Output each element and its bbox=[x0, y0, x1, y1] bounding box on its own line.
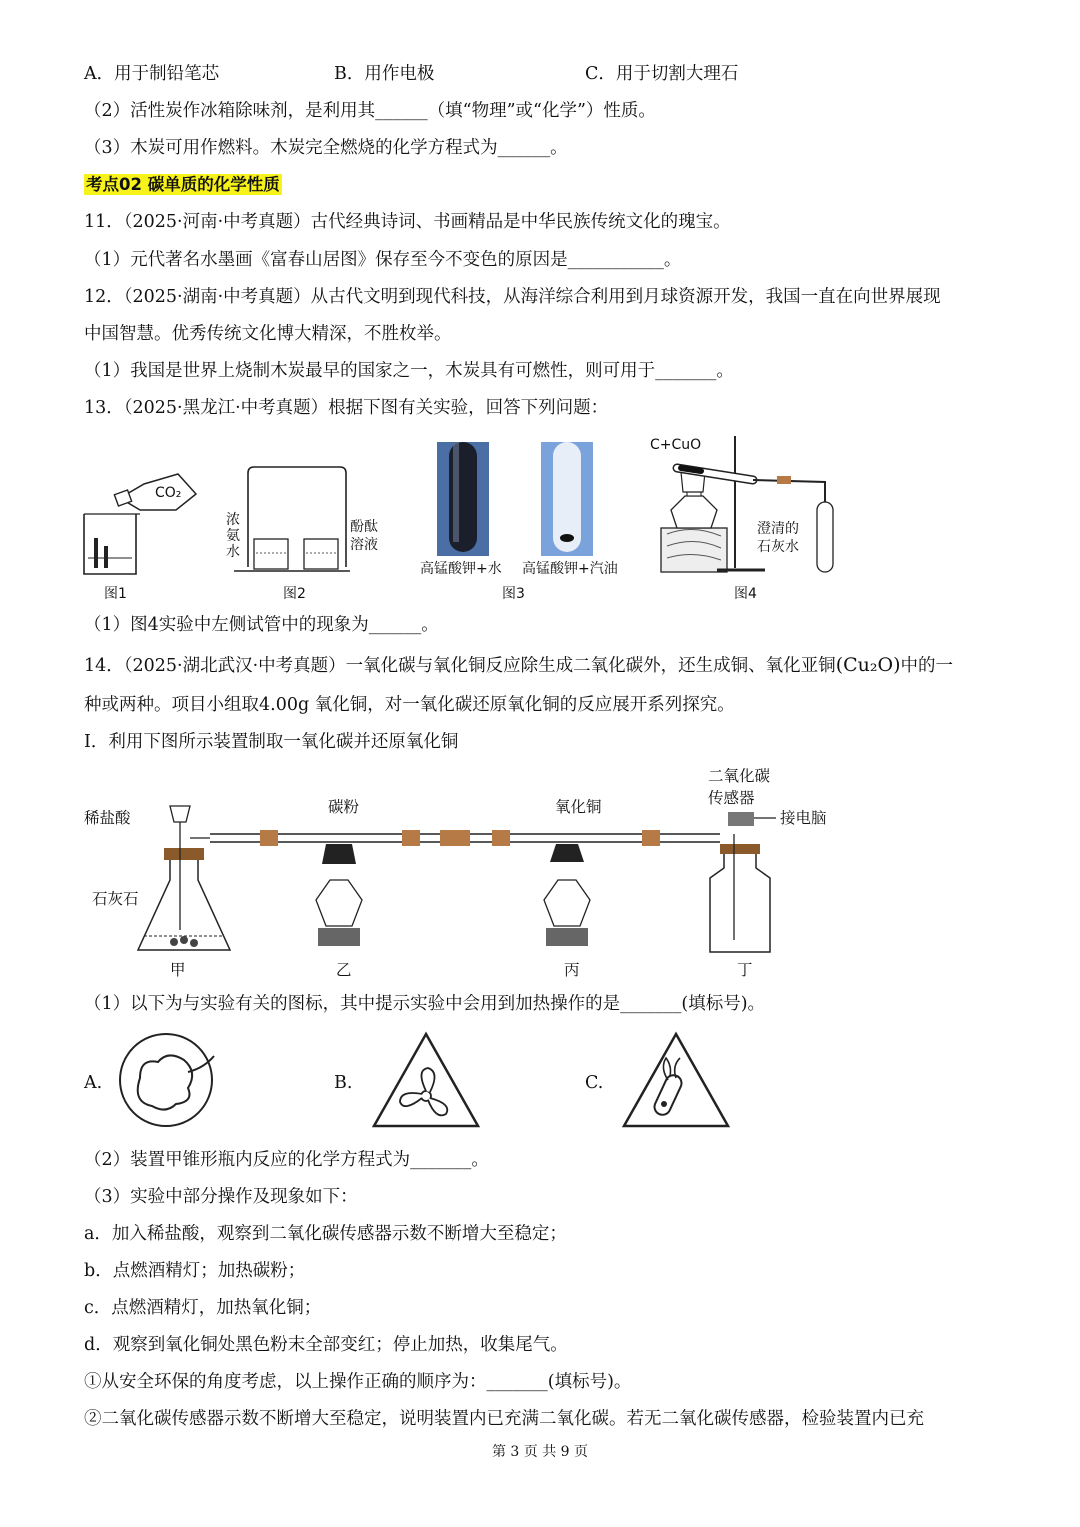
caption-fig4: 图4 bbox=[734, 586, 757, 602]
ammonia-char-2: 氨 bbox=[226, 528, 240, 544]
oven-mitt-icon bbox=[118, 1032, 222, 1128]
q14-part3: （3）实验中部分操作及现象如下： bbox=[84, 1187, 358, 1207]
step-d: d．观察到氧化铜处黑色粉末全部变红；停止加热，收集尾气。 bbox=[84, 1335, 568, 1355]
step-b: b．点燃酒精灯；加热碳粉； bbox=[84, 1261, 306, 1281]
step-a: a．加入稀盐酸，观察到二氧化碳传感器示数不断增大至稳定； bbox=[84, 1224, 567, 1244]
caption-fig1: 图1 bbox=[104, 586, 127, 602]
option-b: B．用作电极 bbox=[334, 64, 435, 84]
acid-label: 稀盐酸 bbox=[84, 809, 131, 827]
fig13-beaker-co2 bbox=[80, 470, 210, 580]
q11-part1: （1）元代著名水墨画《富春山居图》保存至今不变色的原因是___________。 bbox=[84, 250, 682, 270]
q14-stem-line1 bbox=[84, 652, 953, 679]
section-heading bbox=[84, 172, 282, 198]
fan-icon bbox=[370, 1030, 482, 1130]
tube-label-gasoline: 高锰酸钾+汽油 bbox=[522, 561, 618, 577]
q14-stem-text: 14．（2025·湖北武汉·中考真题）一氧化碳与氧化铜反应除生成二氧化碳外，还生成铜、氧化亚铜 bbox=[84, 656, 836, 676]
phenol-label bbox=[350, 518, 378, 554]
sensor-line-1: 二氧化碳 bbox=[708, 767, 771, 785]
limewater-line-1: 澄清的 bbox=[757, 521, 799, 537]
q12-stem-line2: 中国智慧。优秀传统文化博大精深，不胜枚举。 bbox=[84, 324, 452, 344]
q10-part3: （3）木炭可用作燃料。木炭完全燃烧的化学方程式为______。 bbox=[84, 138, 568, 158]
limewater-label bbox=[757, 520, 799, 556]
limewater-line-2: 石灰水 bbox=[757, 539, 799, 555]
step-c: c．点燃酒精灯，加热氧化铜； bbox=[84, 1298, 322, 1318]
caption-fig3: 图3 bbox=[502, 586, 525, 602]
caption-ding: 丁 bbox=[737, 961, 753, 979]
ammonia-label bbox=[226, 512, 240, 560]
fig13-test-tubes bbox=[437, 442, 597, 558]
section-highlight: 考点02 碳单质的化学性质 bbox=[86, 175, 280, 194]
fig14-apparatus bbox=[130, 800, 790, 956]
fig13-reduction-setup bbox=[655, 432, 845, 578]
caption-jia: 甲 bbox=[170, 961, 186, 979]
icon-label-c: C. bbox=[585, 1073, 604, 1093]
q10-part2: （2）活性炭作冰箱除味剂，是利用其______（填“物理”或“化学”）性质。 bbox=[84, 101, 656, 121]
ammonia-char-1: 浓 bbox=[226, 512, 240, 528]
q11-stem: 11．（2025·河南·中考真题）古代经典诗词、书画精品是中华民族传统文化的瑰宝。 bbox=[84, 212, 731, 232]
sensor-line-2: 传感器 bbox=[708, 789, 755, 807]
q13-stem: 13．（2025·黑龙江·中考真题）根据下图有关实验，回答下列问题： bbox=[84, 398, 609, 418]
option-a: A．用于制铅笔芯 bbox=[84, 64, 220, 84]
q13-part1: （1）图4实验中左侧试管中的现象为______。 bbox=[84, 615, 439, 635]
q12-part1: （1）我国是世界上烧制木炭最早的国家之一，木炭具有可燃性，则可用于_______。 bbox=[84, 361, 734, 381]
cuo-label: C+CuO bbox=[650, 437, 702, 453]
co2-label: CO₂ bbox=[155, 485, 182, 501]
phenol-line-1: 酚酞 bbox=[350, 519, 378, 535]
q14-stem-line2: 种或两种。项目小组取4.00g 氧化铜，对一氧化碳还原氧化铜的反应展开系列探究。 bbox=[84, 695, 735, 715]
part-one-heading: I．利用下图所示装置制取一氧化碳并还原氧化铜 bbox=[84, 732, 459, 752]
caption-bing: 丙 bbox=[564, 961, 580, 979]
subquestion-1: ①从安全环保的角度考虑，以上操作正确的顺序为：_______(填标号)。 bbox=[84, 1372, 632, 1392]
fig13-bell-jar bbox=[232, 465, 352, 577]
caption-yi: 乙 bbox=[336, 961, 352, 979]
ammonia-char-3: 水 bbox=[226, 544, 240, 560]
subquestion-2: ②二氧化碳传感器示数不断增大至稳定，说明装置内已充满二氧化碳。若无二氧化碳传感器，检验装置内已充 bbox=[84, 1409, 924, 1429]
computer-label: 接电脑 bbox=[780, 809, 827, 827]
icon-label-a: A. bbox=[84, 1073, 103, 1093]
caption-fig2: 图2 bbox=[283, 586, 306, 602]
limestone-label: 石灰石 bbox=[92, 890, 139, 908]
phenol-line-2: 溶液 bbox=[350, 537, 378, 553]
carbon-label: 碳粉 bbox=[328, 798, 360, 816]
q14-part1: （1）以下为与实验有关的图标，其中提示实验中会用到加热操作的是_______(填标号)。 bbox=[84, 994, 766, 1014]
cuo-tube-label: 氧化铜 bbox=[555, 798, 602, 816]
page-footer: 第 3 页 共 9 页 bbox=[491, 1444, 589, 1460]
sensor-label bbox=[708, 765, 770, 809]
option-c: C．用于切割大理石 bbox=[585, 64, 739, 84]
heating-icon bbox=[620, 1030, 732, 1130]
q12-stem-line1: 12．（2025·湖南·中考真题）从古代文明到现代科技，从海洋综合利用到月球资源开发，我国一直在向世界展现 bbox=[84, 287, 941, 307]
icon-label-b: B. bbox=[334, 1073, 353, 1093]
q14-part2: （2）装置甲锥形瓶内反应的化学方程式为_______。 bbox=[84, 1150, 489, 1170]
q14-stem-end: 中的一 bbox=[900, 656, 953, 676]
cu2o-formula: (Cu₂O) bbox=[835, 654, 901, 676]
tube-label-water: 高锰酸钾+水 bbox=[420, 561, 502, 577]
